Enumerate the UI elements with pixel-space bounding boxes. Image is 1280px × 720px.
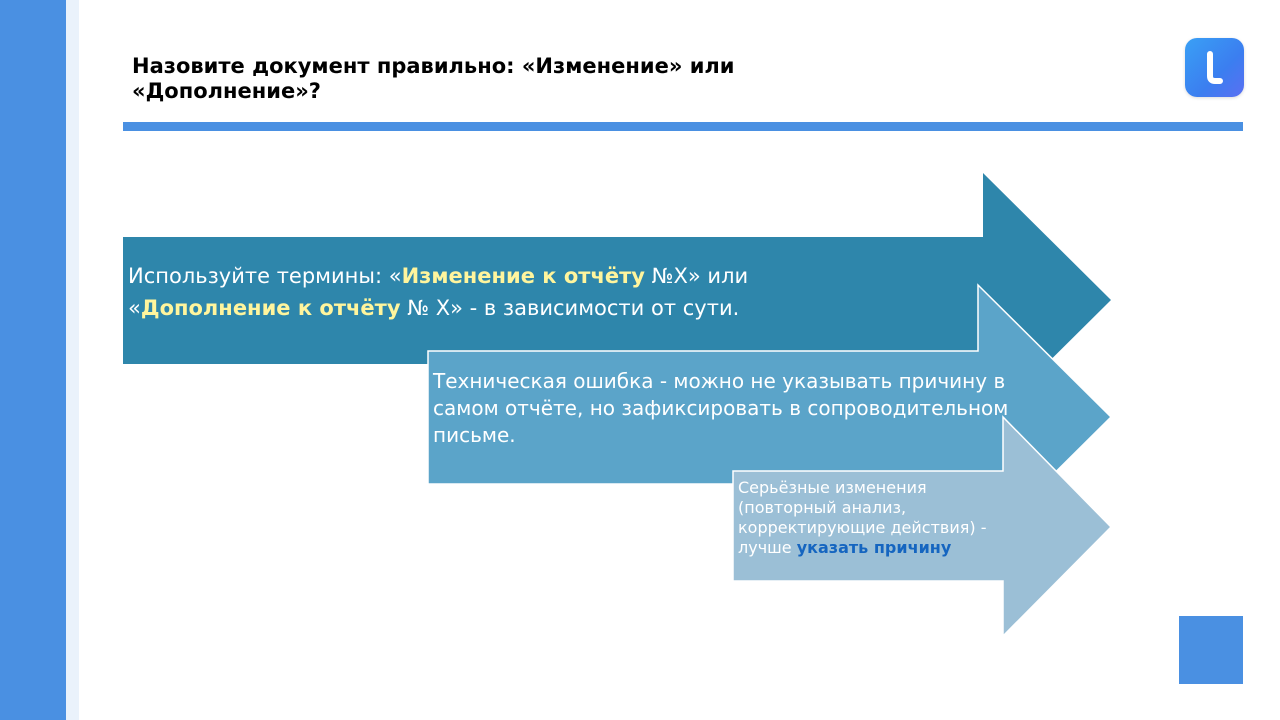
- highlight-change-term: Изменение к отчёту: [401, 264, 645, 288]
- arrow-3-text: Серьёзные изменения (повторный анализ, корректирующие действия) - лучше указать причину: [738, 478, 987, 557]
- arrow-1-text: Используйте термины: «Изменение к отчёту №X» или «Дополнение к отчёту № X» - в зависимости от сути.: [128, 264, 749, 320]
- arrow-2-text: Техническая ошибка - можно не указывать причину в самом отчёте, но зафиксировать в сопроводительном письме.: [433, 369, 1009, 447]
- highlight-addition-term: Дополнение к отчёту: [140, 296, 401, 320]
- highlight-state-reason: указать причину: [796, 538, 952, 557]
- slide-title: Назовите документ правильно: «Изменение» или «Дополнение»?: [132, 54, 735, 103]
- corner-decoration: [1179, 616, 1243, 684]
